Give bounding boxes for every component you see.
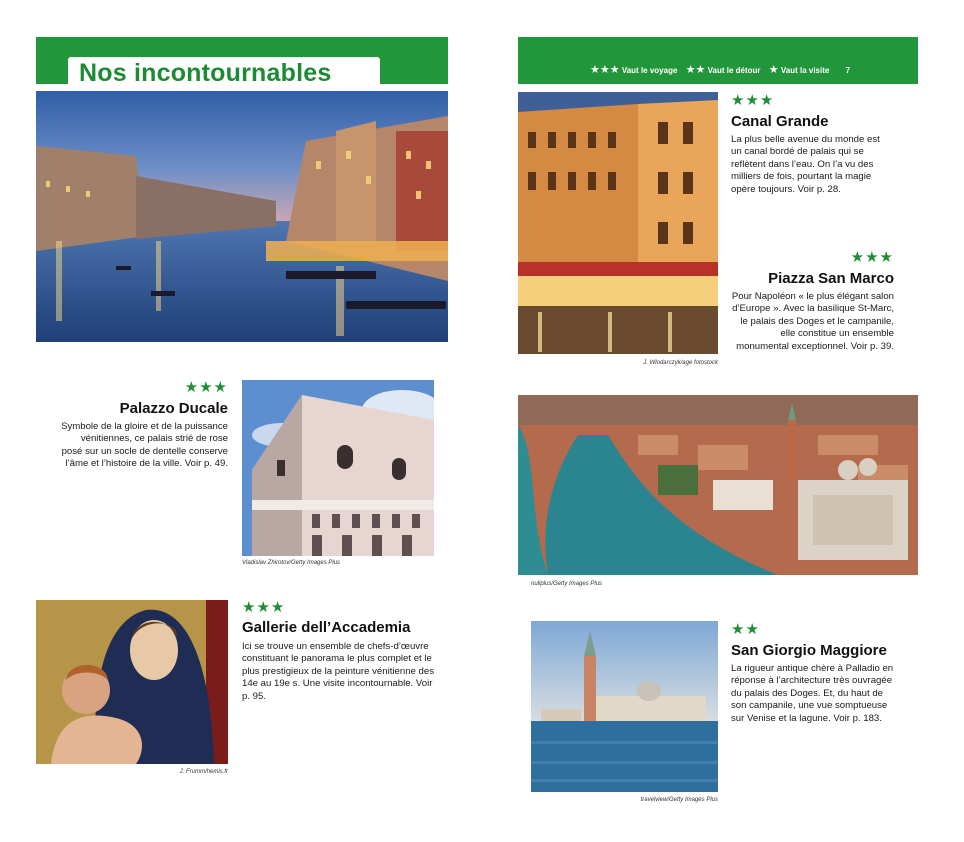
sangiorgio-credit: travelview/Getty Images Plus	[640, 797, 718, 803]
accademia-title: Gallerie dell’Accademia	[242, 619, 411, 636]
canal-text: La plus belle avenue du monde est un canal bordé de palais qui se reflètent dans l’eau. On l’a vu des milliers de fois, pourtant la magie opère toujours. Voir p. 28.	[731, 134, 880, 195]
star-legend	[590, 64, 850, 77]
madonna-painting-photo	[36, 600, 228, 764]
palazzo-stars: ★★★	[184, 379, 228, 396]
aerial-credit: nullplus/Getty Images Plus	[531, 581, 603, 587]
legend-2-label: Vaut le détour	[707, 66, 761, 75]
canal-stars: ★★★	[731, 92, 775, 109]
sanmarco-title: Piazza San Marco	[768, 270, 894, 287]
aerial-venice-photo	[518, 395, 918, 575]
page-title: Nos incontournables	[79, 59, 332, 87]
sanmarco-credit: J. Wlodarczyk/age fotostock	[643, 360, 718, 366]
sanmarco-text: Pour Napoléon « le plus élégant salon d’Europe ». Avec la basilique St-Marc, le palais des Doges et le campanile, elle constitue un ensemble monumental exceptionnel. Voir p. 39.	[731, 291, 894, 352]
accademia-credit: J. Frumm/hemis.fr	[179, 769, 228, 775]
canal-title: Canal Grande	[731, 113, 829, 130]
accademia-stars: ★★★	[242, 599, 286, 616]
canal-grande-photo	[518, 92, 718, 354]
legend-3-stars: ★★★	[590, 64, 620, 76]
palazzo-text: Symbole de la gloire et de la puissance vénitiennes, ce palais strié de rose posé sur un socle de dentelle conserve l’âme et l’histoire de la ville. Voir p. 49.	[61, 421, 228, 470]
palazzo-ducale-photo	[242, 380, 434, 556]
san-giorgio-photo	[531, 621, 718, 792]
legend-3-label: Vaut le voyage	[621, 66, 678, 75]
sanmarco-stars: ★★★	[850, 249, 894, 266]
accademia-text: Ici se trouve un ensemble de chefs-d’œuvre constituant le panorama le plus complet et le plus prestigieux de la peinture vénitienne des 14e au 19e s. Une visite incontournable. Voir p. 95.	[242, 641, 435, 702]
page-number: 7	[845, 66, 851, 75]
sangiorgio-text: La rigueur antique chère à Palladio en réponse à l’architecture très ouvragée du palais des Doges. Et, du haut de son campanile, une vue somptueuse sur Venise et la lagune. Voir p. 183.	[731, 663, 894, 724]
sangiorgio-title: San Giorgio Maggiore	[731, 642, 887, 659]
palazzo-credit: Vladislav Zhirotov/Getty Images Plus	[242, 560, 341, 566]
legend-1-label: Vaut la visite	[780, 66, 830, 75]
palazzo-title: Palazzo Ducale	[119, 400, 228, 417]
legend-2-stars: ★★	[685, 64, 706, 76]
sangiorgio-stars: ★★	[731, 621, 760, 638]
grand-canal-photo	[36, 91, 448, 342]
legend-1-stars: ★	[768, 64, 779, 76]
